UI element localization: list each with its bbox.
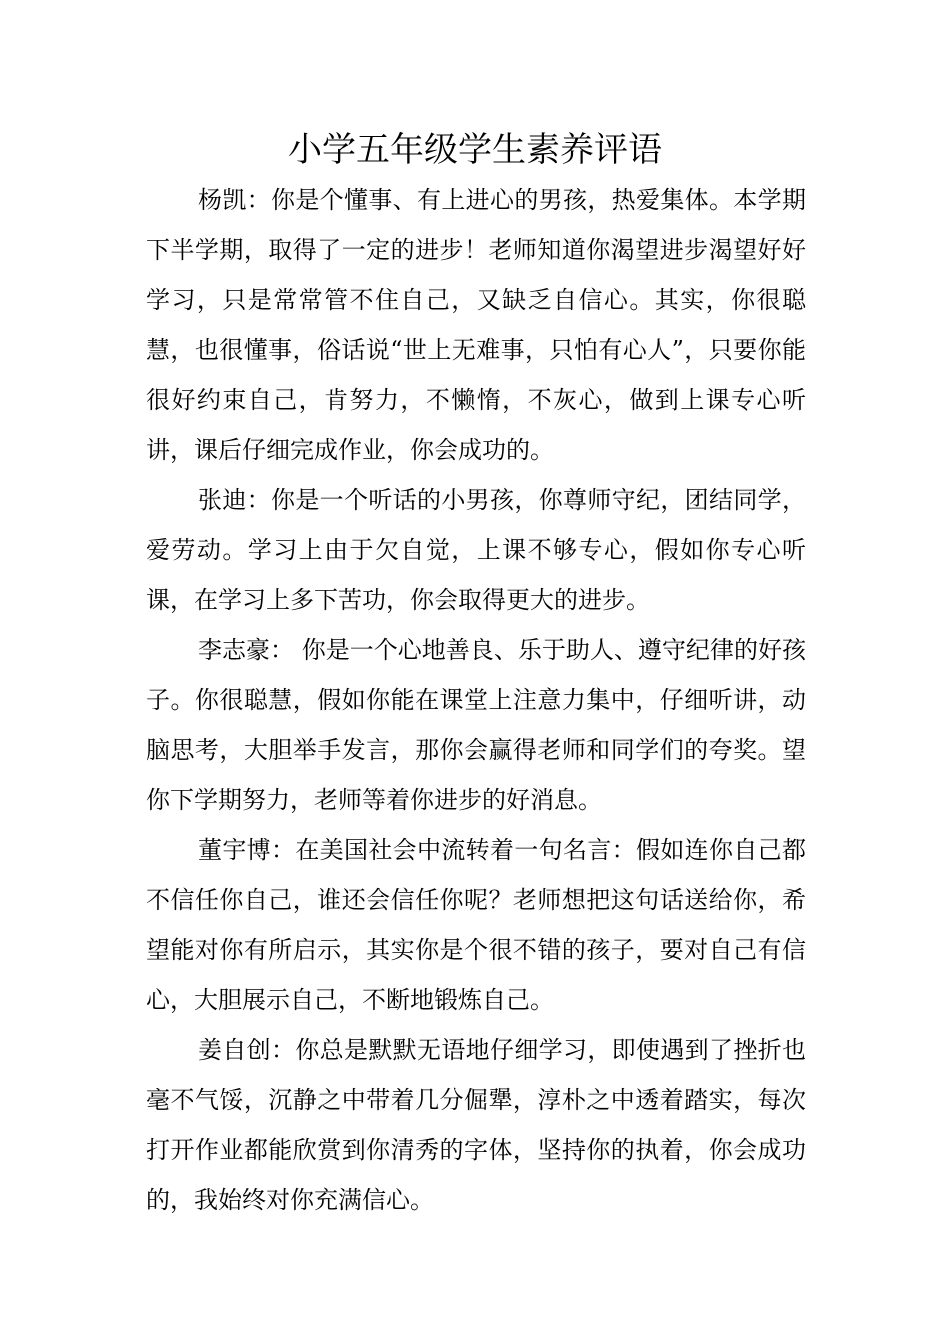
document-body [146,175,806,1225]
document-title: 小学五年级学生素养评语 [288,130,662,170]
comment-paragraph-jiang-zichuang: 姜自创：你总是默默无语地仔细学习，即使遇到了挫折也毫不气馁，沉静之中带着几分倔犟，淳朴之中透着踏实，每次打开作业都能欣赏到你清秀的字体，坚持你的执着，你会成功的，我始终对你充满信心。 [146,1036,806,1214]
comment-paragraph-dong-yubo: 董宇博：在美国社会中流转着一句名言：假如连你自己都不信任你自己，谁还会信任你呢？老师想把这句话送给你，希望能对你有所启示，其实你是个很不错的孩子，要对自己有信心，大胆展示自己，不断地锻炼自己。 [146,836,806,1014]
comment-paragraph-zhang-di: 张迪：你是一个听话的小男孩，你尊师守纪，团结同学，爱劳动。学习上由于欠自觉，上课不够专心，假如你专心听课，在学习上多下苦功，你会取得更大的进步。 [146,486,806,614]
comment-paragraph-li-zhihao: 李志豪： 你是一个心地善良、乐于助人、遵守纪律的好孩子。你很聪慧，假如你能在课堂上注意力集中，仔细听讲，动脑思考，大胆举手发言，那你会赢得老师和同学们的夸奖。望你下学期努力，老师等着你进步的好消息。 [146,636,806,814]
comment-paragraph-yang-kai: 杨凯：你是个懂事、有上进心的男孩，热爱集体。本学期下半学期，取得了一定的进步！老师知道你渴望进步渴望好好学习，只是常常管不住自己，又缺乏自信心。其实，你很聪慧，也很懂事，俗话说“世上无难事，只怕有心人”，只要你能很好约束自己，肯努力，不懒惰，不灰心，做到上课专心听讲，课后仔细完成作业，你会成功的。 [146,186,806,464]
